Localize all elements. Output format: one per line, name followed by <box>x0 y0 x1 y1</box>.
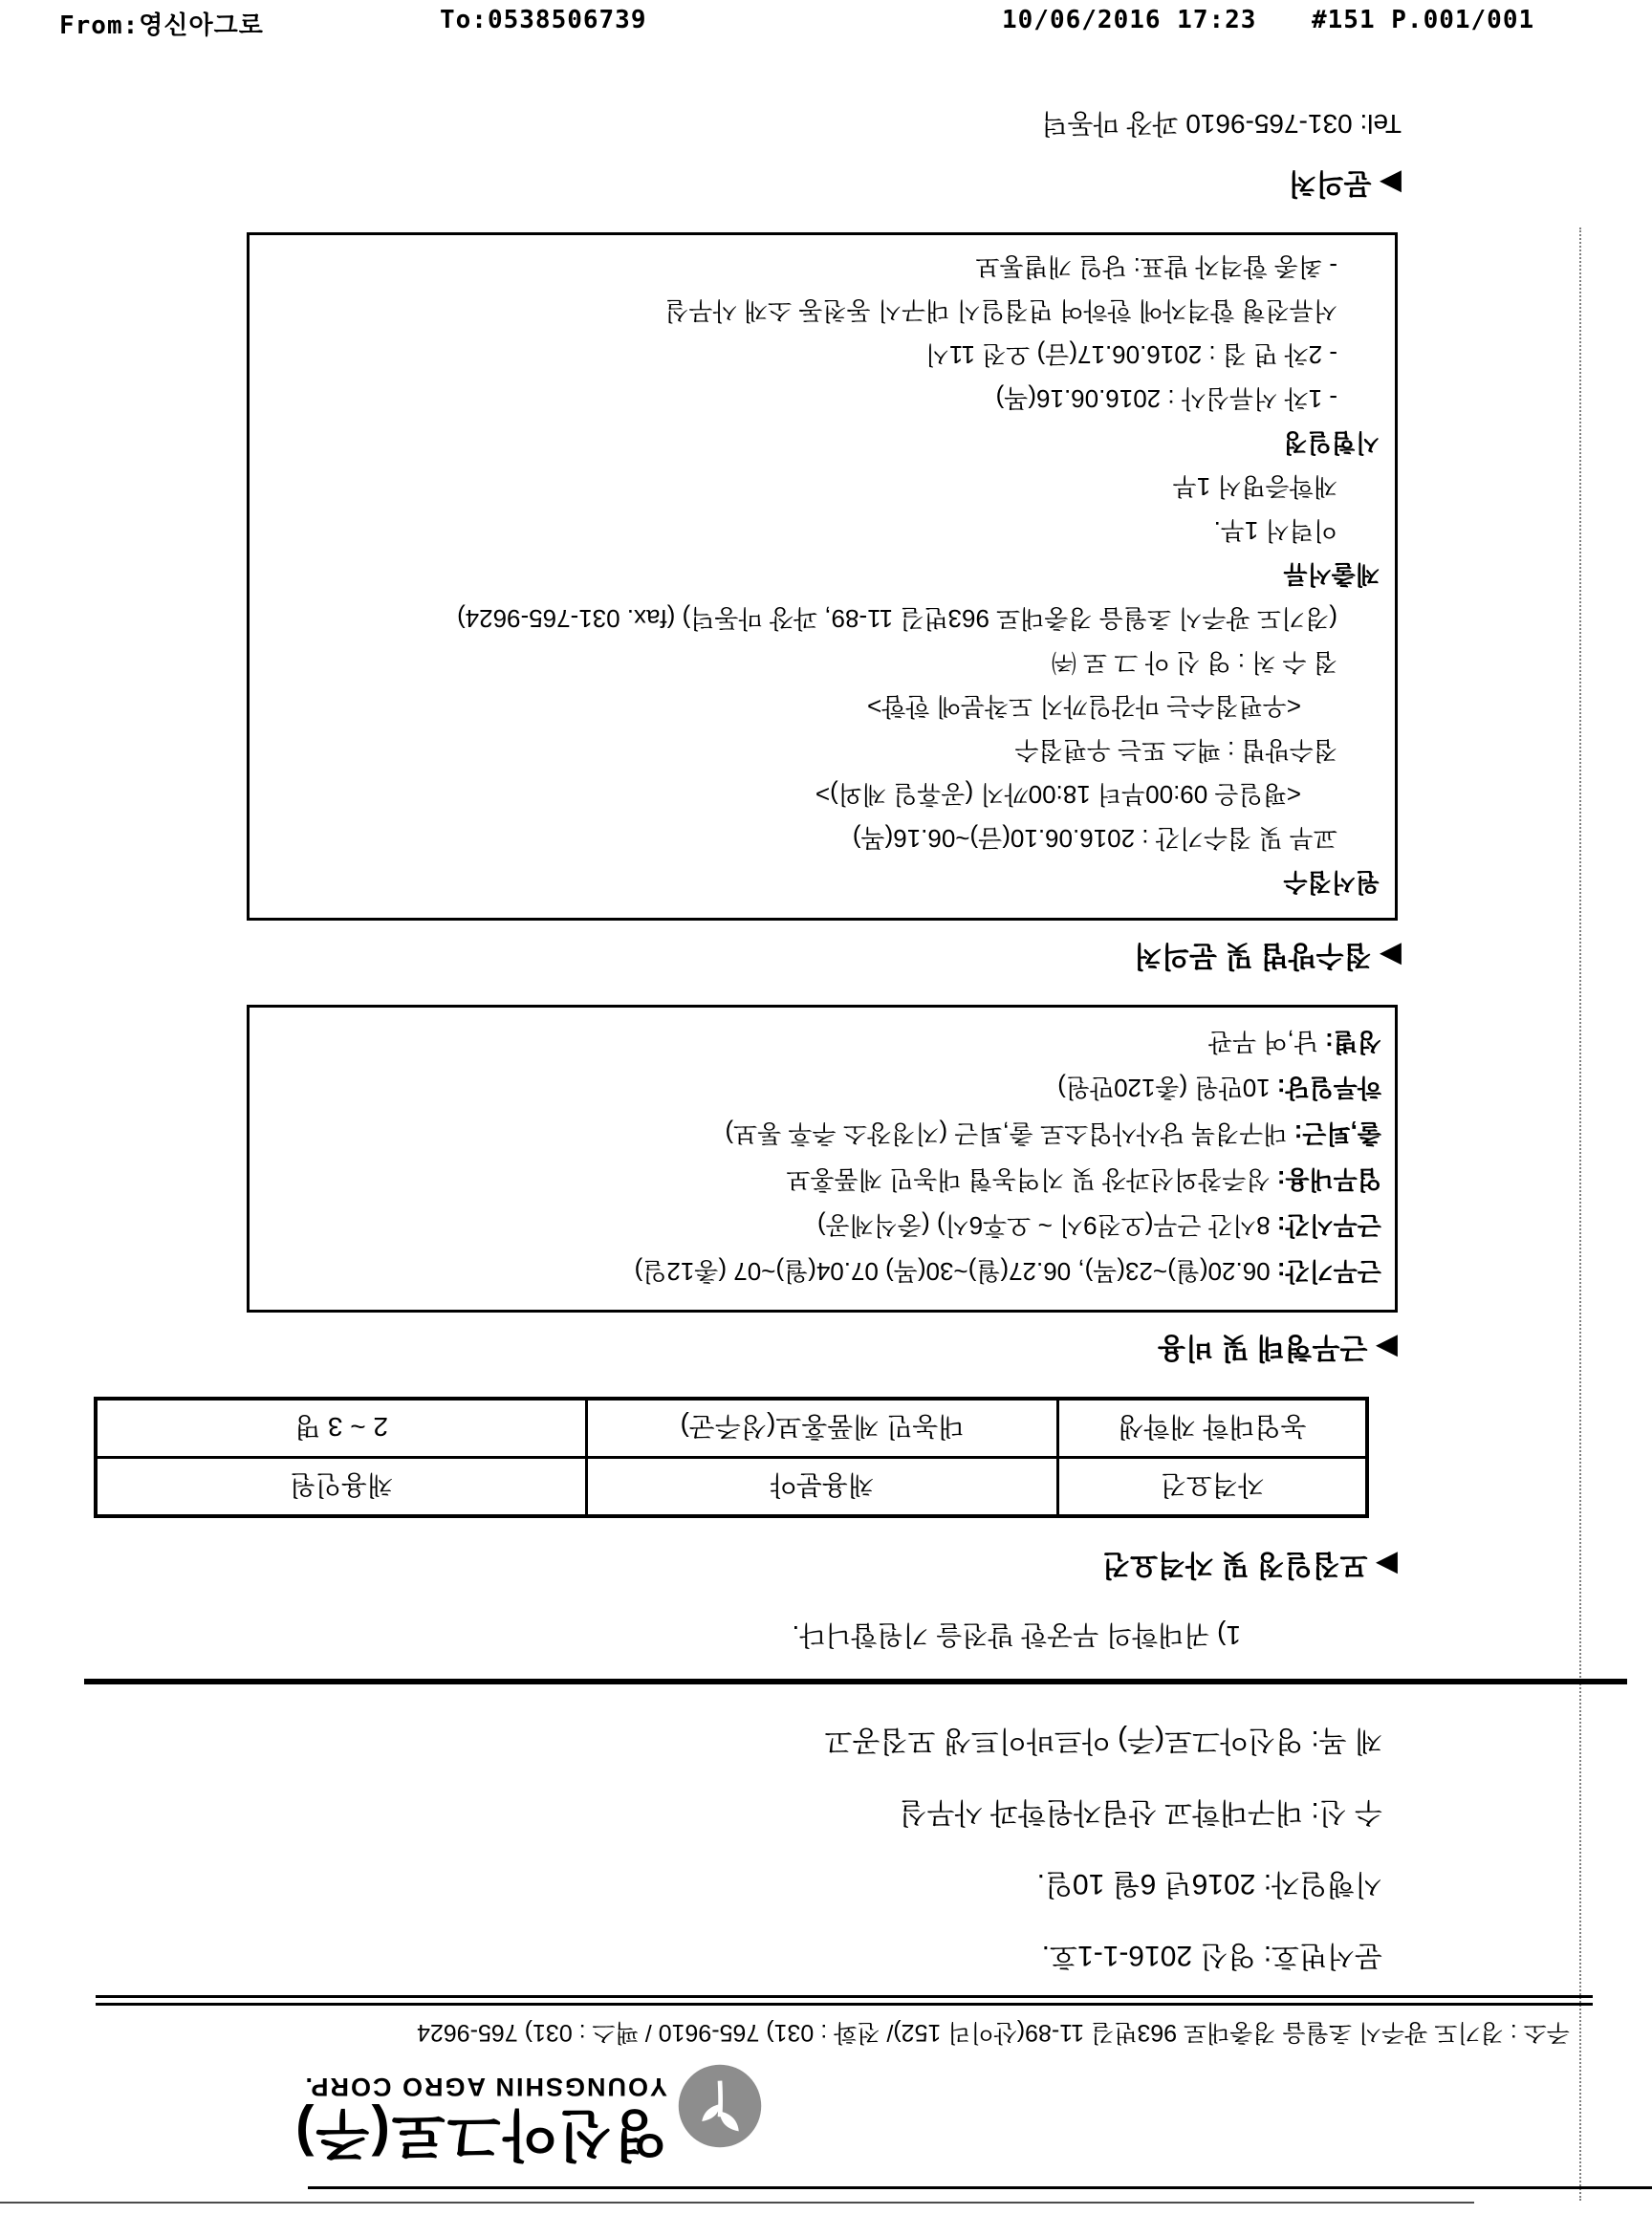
document-enrollment-line: 재학증명서 1부 <box>1172 472 1337 501</box>
schedule-interview-line: - 2차 면 접 : 2016.06.17(금) 오전 11시 <box>924 340 1337 369</box>
work-commute-line <box>267 1111 1381 1157</box>
work-commute-label: 출,퇴근: <box>1293 1119 1381 1148</box>
company-address-line: 주소 : 경기도 광주시 초월읍 경충대로 963번길 11-89(산이리 152)/ 전화 : 031) 765-9610 / 팩스 : 031) 765-9624 <box>417 2019 1570 2046</box>
application-box <box>247 232 1398 921</box>
letterhead-divider <box>96 1995 1593 2006</box>
apply-group-title-documents: 제출서류 <box>1283 560 1380 589</box>
table-header-row <box>96 1458 1367 1517</box>
greeting-line: 1) 귀대학의 무궁한 발전을 기원합니다. <box>792 1620 1241 1650</box>
work-conditions-box <box>247 1005 1398 1313</box>
apply-group-title-submission: 원서접수 <box>1283 868 1380 897</box>
work-commute-value: 대구경북 당사사업소로 출,퇴근 (지정장소 추후 통보) <box>725 1119 1294 1148</box>
work-period-label: 근무기간: <box>1276 1257 1381 1286</box>
rotated-document <box>0 109 1652 2203</box>
leaf-in-circle-icon <box>675 2061 765 2151</box>
document-date: 시행일자: 2016년 6월 10일. <box>1036 1868 1382 1900</box>
work-pay-line <box>267 1065 1381 1111</box>
cell-field: 대농민 제품홍보(성주군) <box>587 1399 1058 1458</box>
work-hours-line <box>267 1203 1381 1249</box>
section-divider <box>84 1679 1627 1684</box>
document-recipient: 수 신: 대구대학교 산림자원학과 사무실 <box>899 1796 1382 1828</box>
section-heading-apply: ▶ 접수방법 및 문의처 <box>1134 940 1402 971</box>
document-meta <box>0 1723 1382 1980</box>
scan-artifact-bottom-line-2 <box>0 2202 1474 2204</box>
apply-group-title-schedule: 시험일정 <box>1283 428 1380 457</box>
scan-artifact-bottom-line-1 <box>308 2186 1652 2189</box>
cell-qualification: 농업대학 재학생 <box>1058 1399 1368 1458</box>
work-period-value: 06.20(월)~23(목), 06.27(월)~30(목) 07.04(월)~07 (총12일) <box>634 1257 1277 1286</box>
table-header-field: 채용분야 <box>587 1458 1058 1517</box>
fax-sender: From:영신아그로 <box>59 11 264 40</box>
work-pay-label: 하루일당: <box>1276 1074 1381 1102</box>
work-pay-value: 10만원 (총120만원) <box>1057 1074 1277 1102</box>
schedule-interview-note: 서류전형 합격자에 한하여 면접일시 대구시 동천동 소재 사무실 <box>664 296 1337 325</box>
fax-page-counter: #151 P.001/001 <box>1312 6 1535 34</box>
company-name-korean: 영신아그로(주) <box>293 2103 667 2165</box>
apply-place-address-line: (경기도 광주시 초월읍 경충대로 963번길 11-89, 과장 마동덕) (fax. 031-765-9624) <box>457 604 1337 633</box>
work-duty-label: 업무내용: <box>1276 1165 1381 1194</box>
work-gender-line <box>267 1019 1381 1065</box>
work-period-line <box>267 1249 1381 1294</box>
recruit-table <box>94 1397 1369 1518</box>
work-gender-value: 남,여 무관 <box>1207 1028 1326 1056</box>
fax-recipient-number: To:0538506739 <box>440 6 647 34</box>
apply-weekday-note: <평일은 09:00부터 18:00까지 (공휴일 제외)> <box>815 780 1301 809</box>
document-resume-line: 이력서 1부. <box>1213 516 1337 545</box>
work-duty-line <box>267 1157 1381 1203</box>
schedule-first-round-line: - 1차 서류심사 : 2016.06.16(목) <box>995 384 1337 413</box>
section-heading-work: ▶ 근무형태 및 비용 <box>1158 1332 1398 1363</box>
section-heading-contact: ▶ 문의처 <box>1288 167 1402 199</box>
table-header-qualification: 자격요건 <box>1058 1458 1368 1517</box>
schedule-final-result-line: - 최종 합격자 발표: 당일 개별통보 <box>975 252 1337 281</box>
table-row <box>96 1399 1367 1458</box>
apply-method-line: 접수방법 : 팩스 또는 우편접수 <box>1014 736 1337 765</box>
company-name-block <box>293 2071 667 2164</box>
table-header-headcount: 채용인원 <box>96 1458 587 1517</box>
cell-headcount: 2 ~ 3 명 <box>96 1399 587 1458</box>
document-subject: 제 목: 영신아그로(주) 아르바이트생 모집공고 <box>824 1725 1382 1756</box>
work-duty-value: 성주참외선과장 및 지역농협 대농민 제품홍보 <box>786 1165 1277 1194</box>
section-heading-recruit: ▶ 모집일정 및 자격요건 <box>1102 1549 1398 1580</box>
work-gender-label: 성별: <box>1325 1028 1381 1056</box>
apply-mail-note: <우편접수는 마감일까지 도착분에 한함> <box>867 692 1301 721</box>
apply-place-line: 접 수 처 : 영 신 아 그 로 ㈜ <box>1051 648 1337 677</box>
contact-tel-line: Tel: 031-765-9610 과장 마동덕 <box>1041 109 1402 139</box>
apply-period-line: 교부 및 접수기간 : 2016.06.10(금)~06.16(목) <box>852 824 1337 853</box>
work-hours-label: 근무시간: <box>1276 1211 1381 1240</box>
company-letterhead <box>0 2061 765 2164</box>
document-number: 문서번호: 영신 2016-1-1호. <box>1041 1940 1382 1971</box>
company-name-english: YOUNGSHIN AGRO CORP. <box>303 2073 667 2101</box>
work-hours-value: 8시간 근무(오전9시 ~ 오후6시) (중식제공) <box>816 1211 1277 1240</box>
scan-artifact-edge-dots <box>1579 228 1581 2201</box>
fax-datetime: 10/06/2016 17:23 <box>1002 6 1257 34</box>
